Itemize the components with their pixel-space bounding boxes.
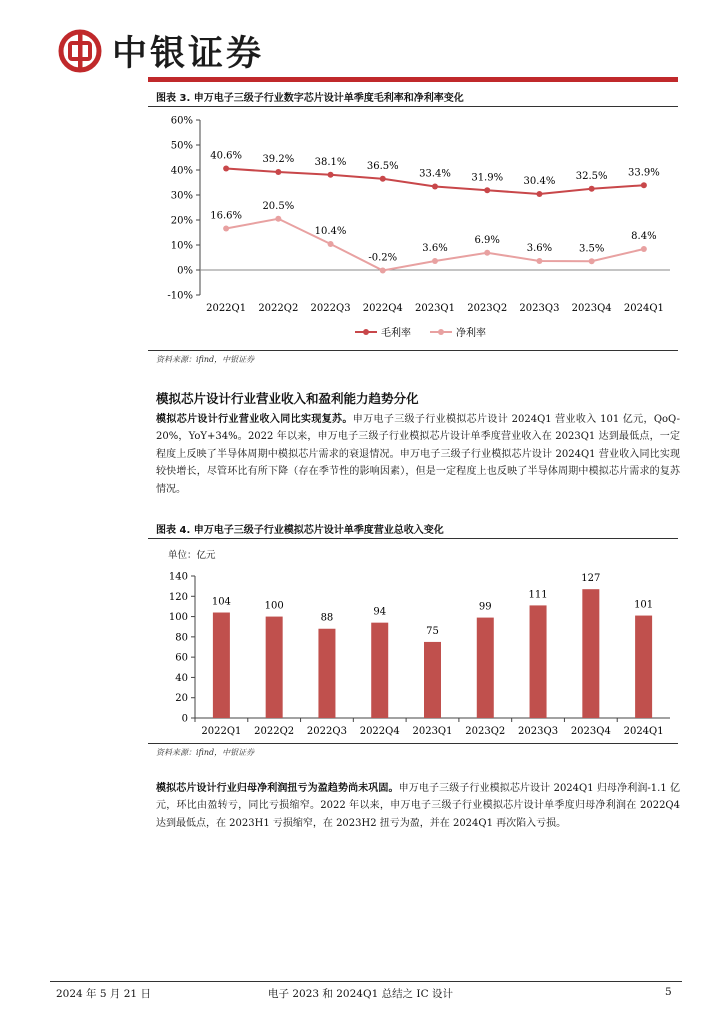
data-point: [328, 241, 334, 247]
data-point: [223, 226, 229, 232]
data-label: 33.9%: [627, 167, 660, 179]
figure4-title: 图表 4. 申万电子三级子行业模拟芯片设计单季度营业总收入变化: [156, 525, 444, 536]
x-tick-label: 2022Q1: [201, 726, 242, 737]
data-point: [432, 184, 438, 190]
data-point: [589, 186, 595, 192]
figure4-source: 资料来源：ifind，中银证券: [156, 748, 255, 757]
data-label: 3.6%: [526, 243, 553, 254]
x-tick-label: 2022Q2: [254, 726, 295, 737]
data-point: [484, 250, 490, 256]
data-point: [432, 258, 438, 264]
section-heading: 模拟芯片设计行业营业收入和盈利能力趋势分化: [156, 391, 419, 406]
boc-logo-icon: [58, 29, 102, 73]
figure3-top-rule: [148, 106, 678, 107]
x-tick-label: 2022Q4: [362, 303, 403, 314]
y-tick-label: 0%: [177, 265, 193, 277]
bar-value-label: 104: [211, 596, 231, 608]
data-point: [380, 176, 386, 182]
figure4-unit: 单位：亿元: [168, 550, 216, 561]
data-point: [380, 268, 386, 274]
bar: [635, 616, 652, 718]
data-label: 3.6%: [422, 243, 448, 254]
data-point: [484, 187, 490, 193]
x-tick-label: 2022Q3: [306, 726, 347, 737]
bar-chart-revenue: [150, 562, 680, 742]
bar: [266, 617, 283, 718]
y-tick-label: 20%: [170, 215, 193, 227]
data-label: 33.4%: [419, 168, 451, 180]
data-label: 30.4%: [523, 176, 556, 187]
y-tick-label: 60: [175, 652, 188, 664]
y-tick-label: 10%: [170, 240, 193, 252]
y-tick-label: 40%: [170, 165, 193, 177]
bar-value-label: 127: [581, 573, 601, 585]
y-tick-label: 120: [168, 591, 188, 603]
bar: [530, 605, 547, 718]
legend-label: 净利率: [456, 328, 486, 339]
x-tick-label: 2022Q2: [258, 303, 299, 314]
data-label: 6.9%: [474, 234, 500, 246]
figure3-source: 资料来源：ifind，中银证券: [156, 355, 255, 364]
x-tick-label: 2023Q2: [465, 726, 506, 737]
figure3-title: 图表 3. 申万电子三级子行业数字芯片设计单季度毛利率和净利率变化: [156, 93, 464, 104]
bar-value-label: 75: [426, 625, 439, 637]
bar-value-label: 88: [320, 612, 334, 624]
data-label: 16.6%: [210, 210, 243, 222]
bar-value-label: 111: [528, 589, 548, 601]
y-tick-label: -10%: [167, 290, 193, 302]
data-point: [275, 216, 281, 222]
data-point: [641, 182, 647, 188]
x-tick-label: 2023Q4: [571, 303, 612, 314]
legend-label: 毛利率: [381, 328, 411, 339]
paragraph-revenue-lead: 模拟芯片设计行业营业收入同比实现复苏。: [156, 414, 353, 425]
figure4-bottom-rule: [148, 743, 678, 744]
x-tick-label: 2024Q1: [623, 726, 664, 737]
data-point: [223, 166, 229, 172]
bar: [371, 623, 388, 718]
paragraph-revenue: [156, 411, 680, 498]
data-point: [641, 246, 647, 252]
y-tick-label: 40: [175, 672, 188, 684]
data-label: 3.5%: [578, 243, 605, 255]
x-tick-label: 2023Q3: [519, 303, 560, 314]
data-point: [536, 258, 542, 264]
x-tick-label: 2023Q4: [570, 726, 611, 737]
data-point: [589, 258, 595, 264]
y-tick-label: 60%: [170, 115, 193, 127]
y-tick-label: 30%: [170, 190, 193, 202]
logo-text: 中银证券: [112, 34, 265, 74]
y-tick-label: 140: [168, 571, 188, 583]
x-tick-label: 2022Q1: [206, 303, 247, 314]
x-tick-label: 2023Q1: [412, 726, 453, 737]
x-tick-label: 2023Q1: [414, 303, 456, 314]
figure3-bottom-rule: [148, 350, 678, 351]
data-point: [536, 191, 542, 197]
y-tick-label: 20: [175, 693, 188, 705]
paragraph-profit-lead: 模拟芯片设计行业归母净利润扭亏为盈趋势尚未巩固。: [156, 783, 399, 794]
bar-value-label: 99: [478, 601, 492, 613]
legend-marker: [438, 329, 444, 335]
line-chart-margin-rates: [150, 108, 680, 348]
footer-date: 2024 年 5 月 21 日: [56, 988, 151, 1000]
bar-value-label: 101: [634, 599, 654, 611]
data-point: [328, 172, 334, 178]
bar-value-label: 100: [264, 600, 284, 612]
paragraph-profit-body: 申万电子三级子行业模拟芯片设计 2024Q1 归母净利润-1.1 亿元，环比由盈转亏，同比亏损缩窄。2022 年以来，申万电子三级子行业模拟芯片设计单季度归母净利润在 2022Q4 达到最低点，在 2023H1 亏损缩窄，在 2023H2 扭亏为盈，并在 2024Q1 再次陷入亏损。: [156, 783, 680, 829]
bar: [318, 629, 335, 718]
x-tick-label: 2022Q3: [310, 303, 351, 314]
data-label: 8.4%: [631, 231, 657, 242]
x-tick-label: 2023Q3: [518, 726, 559, 737]
data-label: 20.5%: [262, 200, 295, 212]
data-label: 40.6%: [210, 150, 243, 162]
data-label: 32.5%: [575, 170, 608, 182]
brand-logo: [58, 26, 264, 76]
data-point: [275, 169, 281, 175]
bar: [477, 618, 494, 718]
footer-doc-title: 电子 2023 和 2024Q1 总结之 IC 设计: [268, 988, 453, 1000]
paragraph-profit: [156, 780, 680, 832]
footer-page-number: 5: [665, 986, 672, 998]
y-tick-label: 0: [181, 713, 188, 725]
bar: [582, 589, 599, 718]
data-label: 38.1%: [314, 156, 347, 168]
bar: [424, 642, 441, 718]
y-tick-label: 100: [168, 612, 188, 624]
x-tick-label: 2023Q2: [467, 303, 508, 314]
x-tick-label: 2022Q4: [359, 726, 400, 737]
bar: [213, 613, 230, 718]
legend-marker: [363, 329, 369, 335]
figure4-top-rule: [148, 538, 678, 539]
data-label: 39.2%: [262, 154, 295, 165]
data-label: 10.4%: [314, 226, 347, 237]
paragraph-revenue-body: 申万电子三级子行业模拟芯片设计 2024Q1 营业收入 101 亿元，QoQ-20%，YoY+34%。2022 年以来，申万电子三级子行业模拟芯片设计单季度营业收入在 2023Q1 达到最低点，一定程度上反映了半导体周期中模拟芯片需求的衰退情况。申万电子三级子行业模拟芯片设计 2024Q1 营业收入同比实现较快增长，尽管环比有所下降（存在季节性的影响因素），但是一定程度上也反映了半导体周期中模拟芯片需求的复苏情况。: [156, 414, 680, 495]
data-label: 36.5%: [366, 160, 399, 172]
y-tick-label: 80: [175, 632, 188, 644]
footer-rule: [50, 981, 682, 982]
x-tick-label: 2024Q1: [623, 303, 664, 314]
data-label: -0.2%: [368, 252, 398, 264]
y-tick-label: 50%: [170, 140, 193, 152]
data-label: 31.9%: [471, 172, 504, 184]
bar-value-label: 94: [373, 606, 387, 618]
header-rule: [148, 77, 678, 82]
